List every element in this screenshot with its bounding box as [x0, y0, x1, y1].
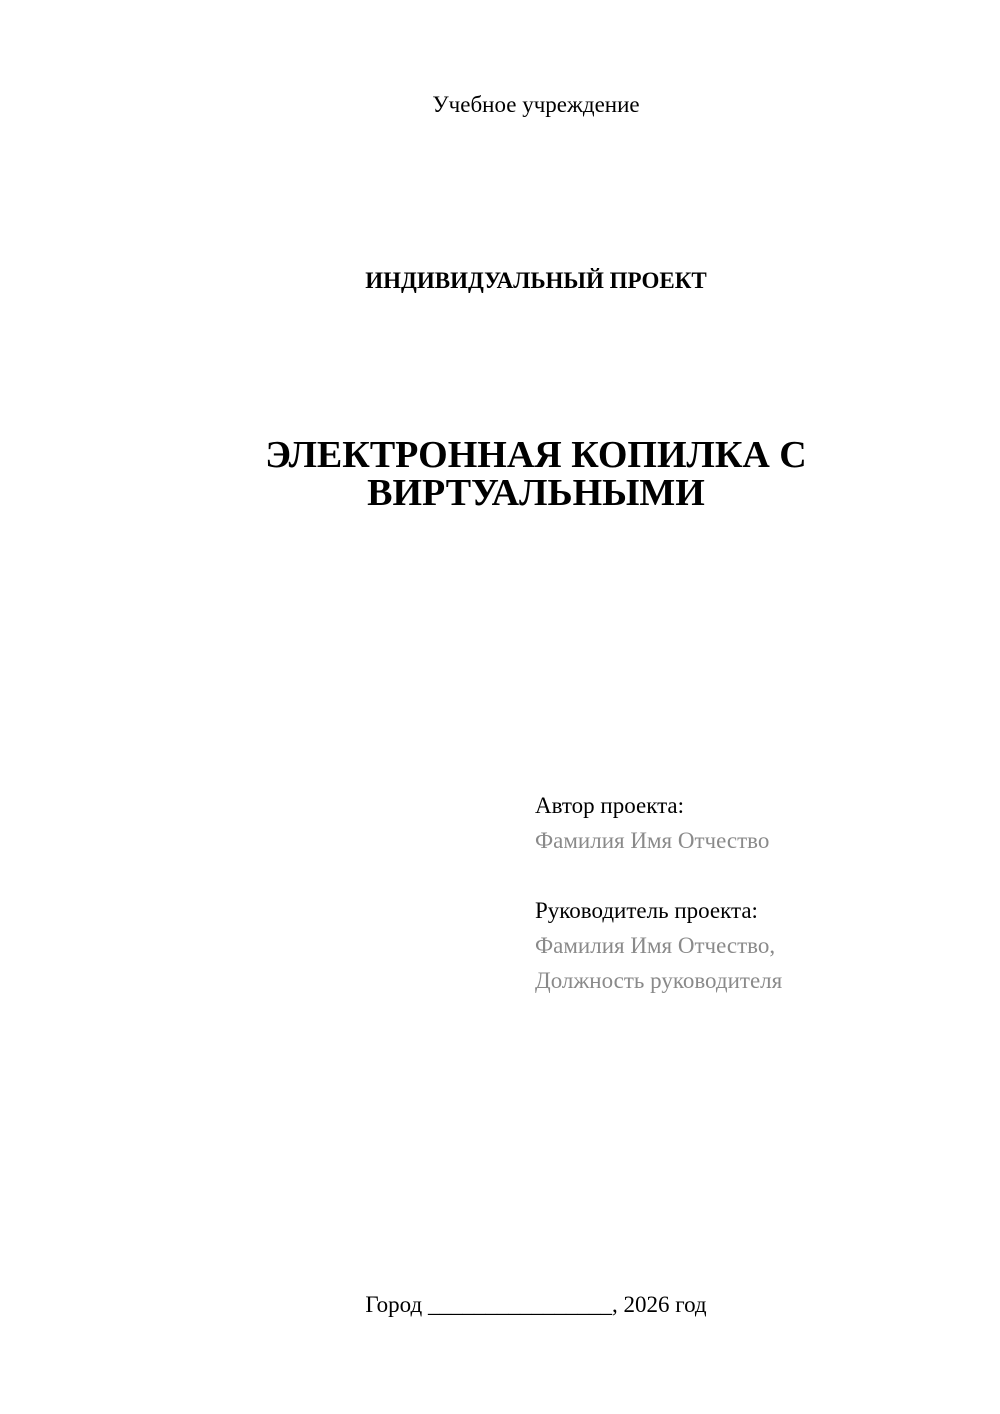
project-title-line-1: ЭЛЕКТРОННАЯ КОПИЛКА С [265, 434, 807, 476]
project-info-block [535, 788, 975, 998]
spacer [535, 858, 975, 893]
project-title [0, 436, 1000, 512]
supervisor-position: Должность руководителя [535, 968, 783, 993]
author-name: Фамилия Имя Отчество [535, 828, 770, 853]
supervisor-label: Руководитель проекта: [535, 898, 758, 923]
document-type-heading: ИНДИВИДУАЛЬНЫЙ ПРОЕКТ [365, 268, 707, 293]
institution-name: Учебное учреждение [432, 92, 640, 117]
supervisor-name: Фамилия Имя Отчество, [535, 933, 776, 958]
project-title-line-2: ВИРТУАЛЬНЫМИ [367, 472, 705, 514]
author-label: Автор проекта: [535, 793, 684, 818]
city-year-line: Город ________________, 2026 год [365, 1292, 707, 1317]
